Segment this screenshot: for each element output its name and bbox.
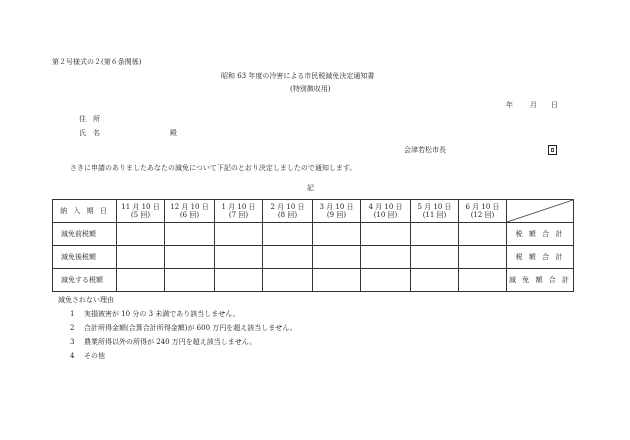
- amount-cell: [361, 246, 411, 269]
- total-label: 税 額 合 計: [507, 246, 574, 269]
- body-text: さきに申請のありましたあなたの減免について下記のとおり決定しましたので通知します。: [70, 164, 357, 172]
- amount-cell: [361, 269, 411, 292]
- reason-text: その他: [84, 352, 105, 360]
- amount-cell: [313, 269, 361, 292]
- form-title: 昭和 63 年度の冷害による市民税減免決定通知書: [221, 72, 375, 80]
- period-date: 1 月 10 日: [221, 202, 256, 211]
- amount-cell: [459, 223, 507, 246]
- period-date: 4 月 10 日: [368, 202, 403, 211]
- period-date: 2 月 10 日: [270, 202, 305, 211]
- ki-marker: 記: [307, 184, 314, 192]
- amount-cell: [215, 246, 263, 269]
- total-label: 税 額 合 計: [507, 223, 574, 246]
- date-month-label: 月: [530, 101, 537, 109]
- amount-cell: [117, 223, 165, 246]
- amount-cell: [263, 246, 313, 269]
- reason-number: 3: [70, 338, 75, 346]
- period-installment: (8 回): [277, 211, 298, 219]
- amount-cell: [165, 223, 215, 246]
- period-date: 11 月 10 日: [121, 202, 160, 211]
- amount-cell: [215, 269, 263, 292]
- period-header: [411, 200, 459, 223]
- period-installment: (6 回): [179, 211, 200, 219]
- row-label: 減免する税額: [53, 269, 117, 292]
- row-label: 減免後税額: [53, 246, 117, 269]
- period-installment: (5 回): [130, 211, 151, 219]
- period-header: [117, 200, 165, 223]
- issuer-name: 会津若松市長: [404, 146, 446, 154]
- amount-cell: [411, 246, 459, 269]
- amount-cell: [215, 223, 263, 246]
- amount-cell: [165, 269, 215, 292]
- period-date: 12 月 10 日: [170, 202, 209, 211]
- period-installment: (10 回): [373, 211, 398, 219]
- date-year-label: 年: [506, 101, 513, 109]
- row-label: 減免前税額: [53, 223, 117, 246]
- reason-text: 実損被害が 10 分の 3 未満であり該当しません。: [84, 310, 240, 318]
- period-installment: (12 回): [470, 211, 495, 219]
- amount-cell: [459, 269, 507, 292]
- date-day-label: 日: [551, 101, 558, 109]
- form-number: 第２号様式の２(第６条関係): [52, 58, 142, 66]
- address-label: 住 所: [79, 115, 100, 123]
- period-header: [215, 200, 263, 223]
- amount-cell: [263, 269, 313, 292]
- reason-text: 合計所得金額(合算合計所得金額)が 600 万円を超え該当しません。: [84, 324, 297, 332]
- amount-cell: [459, 246, 507, 269]
- reason-text: 農業所得以外の所得が 240 万円を超え該当しません。: [84, 338, 257, 346]
- name-label: 氏 名: [79, 129, 100, 137]
- amount-cell: [361, 223, 411, 246]
- reason-number: 4: [70, 352, 75, 360]
- period-date: 5 月 10 日: [417, 202, 452, 211]
- table-header-row: [53, 200, 574, 223]
- amount-cell: [411, 223, 459, 246]
- form-subtitle: (特別徴収用): [290, 85, 331, 93]
- amount-cell: [313, 223, 361, 246]
- period-date: 3 月 10 日: [319, 202, 354, 211]
- amount-cell: [165, 246, 215, 269]
- period-installment: (11 回): [422, 211, 447, 219]
- amount-cell: [117, 246, 165, 269]
- period-installment: (7 回): [228, 211, 249, 219]
- period-header: [313, 200, 361, 223]
- amount-cell: [117, 269, 165, 292]
- table-row: [53, 223, 574, 246]
- reason-number: 2: [70, 324, 75, 332]
- payment-date-header: 納 入 期 日: [53, 200, 117, 223]
- period-header: [459, 200, 507, 223]
- period-installment: (9 回): [326, 211, 347, 219]
- period-date: 6 月 10 日: [465, 202, 500, 211]
- reduction-table: [52, 199, 574, 292]
- seal-mark: [548, 145, 557, 155]
- period-header: [165, 200, 215, 223]
- reasons-heading: 減免されない理由: [58, 296, 114, 304]
- amount-cell: [411, 269, 459, 292]
- period-header: [263, 200, 313, 223]
- period-header: [361, 200, 411, 223]
- reason-number: 1: [70, 310, 75, 318]
- diagonal-corner-cell: [507, 200, 574, 223]
- diagonal-line: [507, 200, 573, 222]
- amount-cell: [313, 246, 361, 269]
- amount-cell: [263, 223, 313, 246]
- table-row: [53, 269, 574, 292]
- honorific: 殿: [170, 129, 177, 137]
- table-row: [53, 246, 574, 269]
- total-label: 減 免 額 合 計: [507, 269, 574, 292]
